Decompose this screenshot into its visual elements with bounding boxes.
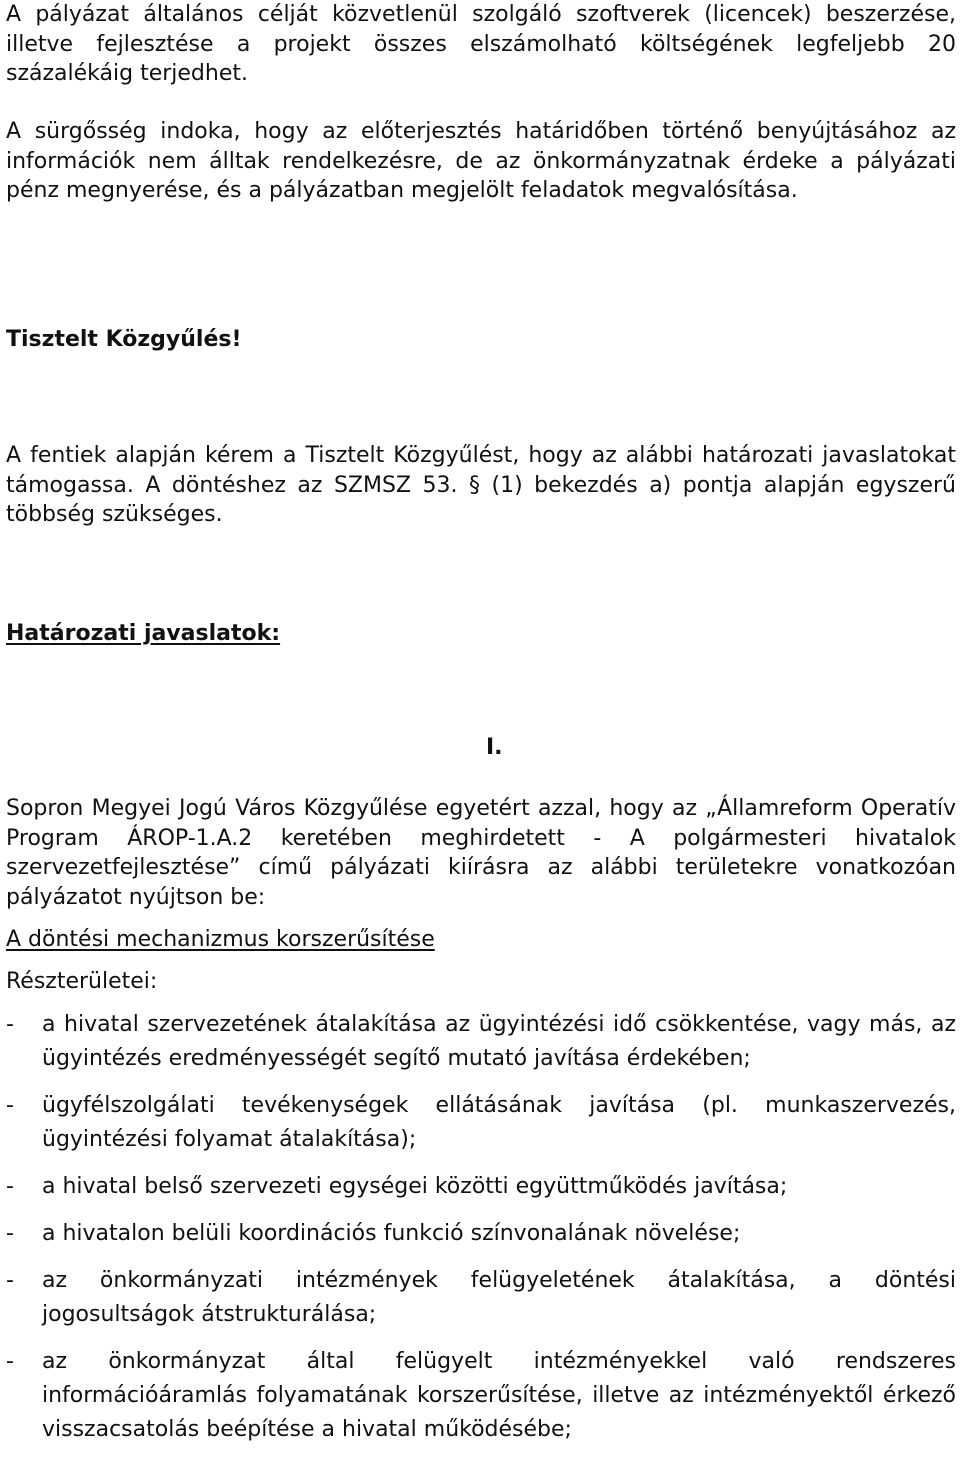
section-heading-resolutions: Határozati javaslatok: — [6, 621, 281, 646]
bullet-dash: - — [6, 1012, 14, 1037]
list-item — [6, 1264, 956, 1332]
bullet-dash: - — [6, 1093, 14, 1118]
list-item-text: a hivatalon belüli koordinációs funkció színvonalának növelése; — [42, 1221, 741, 1246]
paragraph-software-costs: A pályázat általános célját közvetlenül szolgáló szoftverek (licencek) beszerzése, illetve fejlesztése a projekt összes elszámolható költségének legfeljebb 20 százalékáig terjedhet. — [6, 2, 956, 86]
list-item-text: az önkormányzati intézmények felügyeletének átalakítása, a döntési jogosultságok átstrukturálása; — [42, 1268, 956, 1327]
subheading-decision-mechanism: A döntési mechanizmus korszerűsítése — [6, 927, 435, 952]
list-item-text: az önkormányzat által felügyelt intézményekkel való rendszeres információáramlás folyamatának korszerűsítése, illetve az intézményektől érkező visszacsatolás beépítése a hivatal működésébe; — [42, 1349, 956, 1442]
resolution-text: Sopron Megyei Jogú Város Közgyűlése egyetért azzal, hogy az „Államreform Operatív Program ÁROP-1.A.2 keretében meghirdetett - A polgármesteri hivatalok szervezetfejlesztése” című pályázati kiírásra az alábbi területekre vonatkozóan pályázatot nyújtson be: — [6, 796, 956, 910]
list-item-text: ügyfélszolgálati tevékenységek ellátásának javítása (pl. munkaszervezés, ügyintézési folyamat átalakítása); — [42, 1093, 956, 1152]
list-item-text: a hivatal belső szervezeti egységei közötti együttműködés javítása; — [42, 1174, 788, 1199]
list-item — [6, 1008, 956, 1076]
paragraph-urgency: A sürgősség indoka, hogy az előterjesztés határidőben történő benyújtásához az információk nem álltak rendelkezésre, de az önkormányzatnak érdeke a pályázati pénz megnyerése, és a pályázatban megjelölt feladatok megvalósítása. — [6, 119, 956, 203]
list-item-text: a hivatal szervezetének átalakítása az ügyintézési idő csökkentése, vagy más, az ügyintézés eredményességét segítő mutató javítása érdekében; — [42, 1012, 956, 1071]
subareas-label: Részterületei: — [6, 969, 158, 994]
salutation: Tisztelt Közgyűlés! — [6, 327, 242, 352]
resolution-number: I. — [486, 735, 503, 760]
list-item — [6, 1170, 956, 1204]
bullet-dash: - — [6, 1221, 14, 1246]
list-item — [6, 1217, 956, 1251]
list-item — [6, 1089, 956, 1157]
bullet-dash: - — [6, 1349, 14, 1374]
list-item — [6, 1345, 956, 1447]
bullet-dash: - — [6, 1268, 14, 1293]
paragraph-request: A fentiek alapján kérem a Tisztelt Közgyűlést, hogy az alábbi határozati javaslatokat támogassa. A döntéshez az SZMSZ 53. § (1) bekezdés a) pontja alapján egyszerű többség szükséges. — [6, 443, 956, 527]
subareas-list — [6, 1008, 956, 1460]
bullet-dash: - — [6, 1174, 14, 1199]
